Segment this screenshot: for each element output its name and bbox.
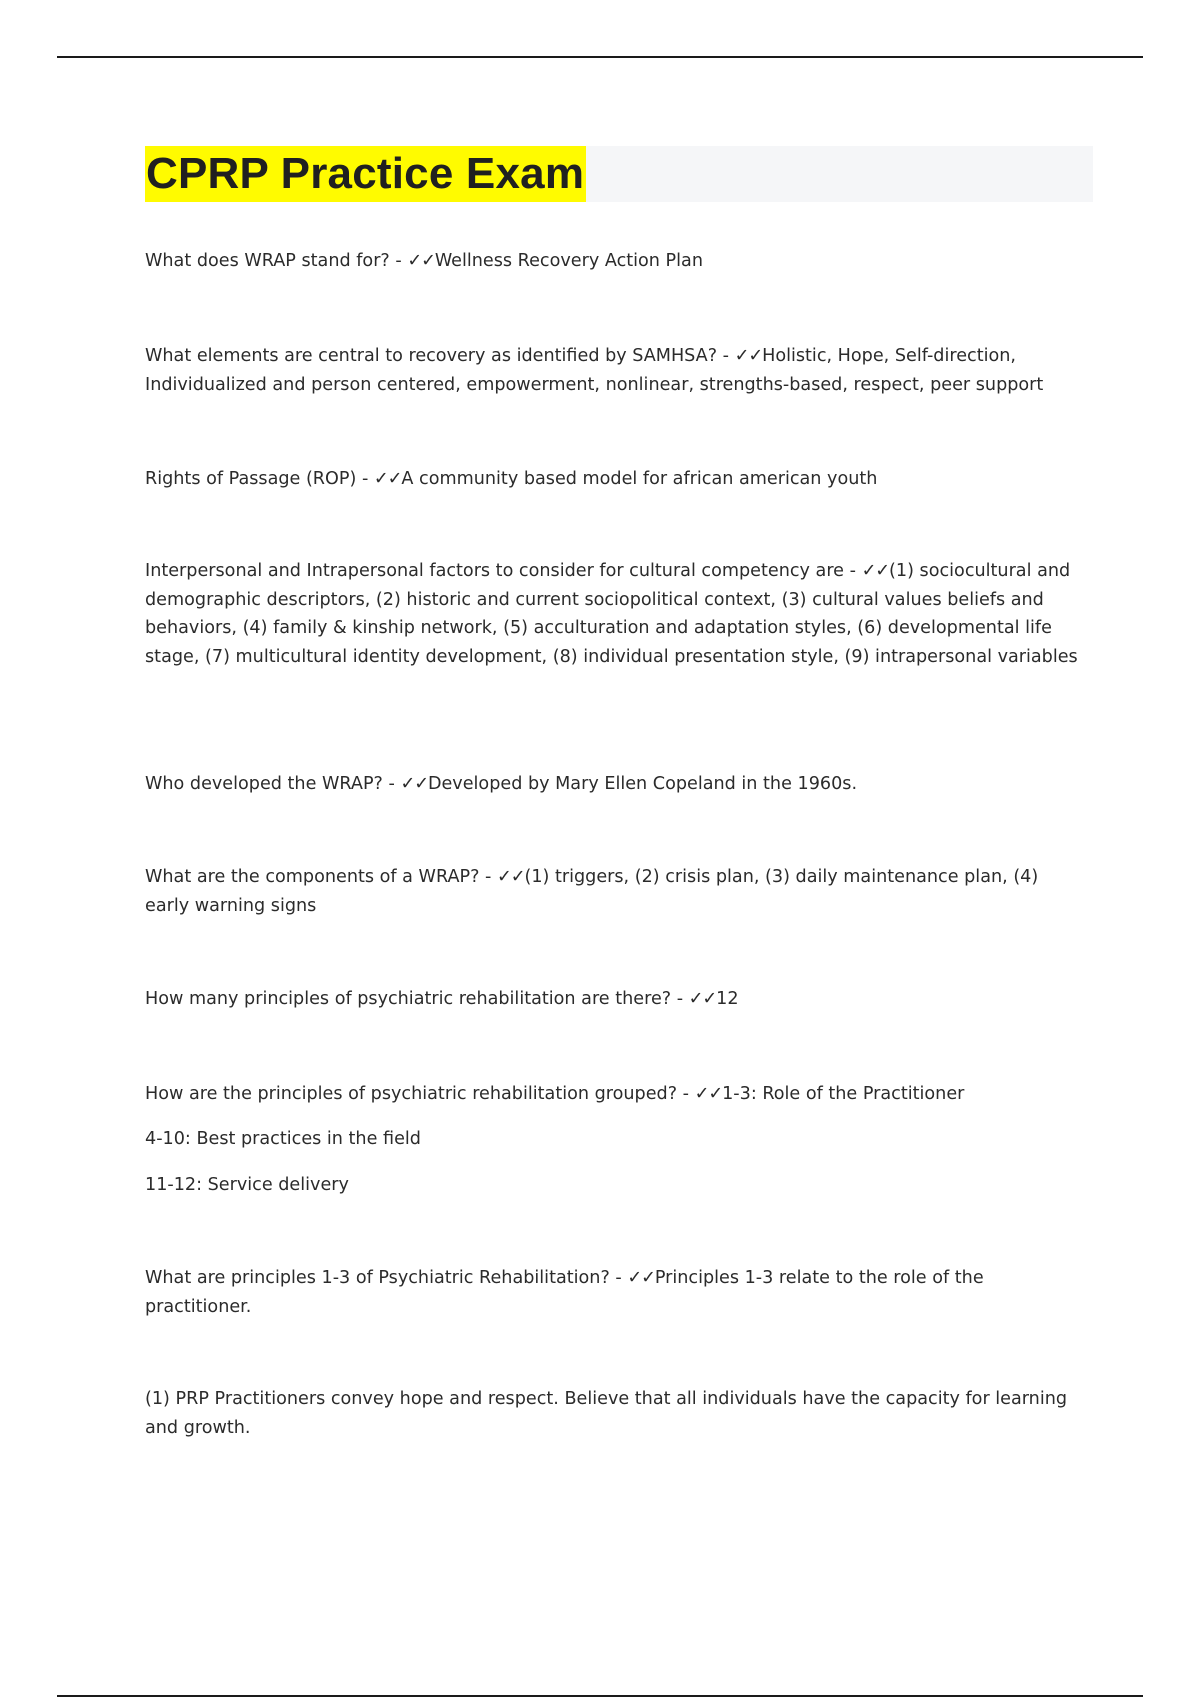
question: Who developed the WRAP? [145, 774, 383, 794]
question: What are principles 1-3 of Psychiatric Rehabilitation? [145, 1268, 610, 1288]
check-icon: ✓✓ [400, 774, 428, 794]
check-icon: ✓✓ [688, 989, 717, 1009]
qa-item-2: What elements are central to recovery as identified by SAMHSA? - ✓✓Holistic, Hope, Self-direction, Individualized and person centered, empowerment, nonlinear, strengths-based, respect, peer support [145, 346, 1044, 395]
qa-item-1: What does WRAP stand for? - ✓✓Wellness Recovery Action Plan [145, 251, 703, 271]
bottom-rule [57, 1695, 1143, 1697]
document-title: CPRP Practice Exam [145, 146, 586, 202]
qa-item-6: What are the components of a WRAP? - ✓✓(1) triggers, (2) crisis plan, (3) daily maintenance plan, (4) early warning signs [145, 867, 1039, 916]
qa-item-4: Interpersonal and Intrapersonal factors to consider for cultural competency are - ✓✓(1) sociocultural and demographic descriptors, (2) historic and current sociopolitical context, (3) cultural values beliefs and behaviors, (4) family & kinship network, (5) acculturation and adaptation styles, (6) developmental life stage, (7) multicultural identity development, (8) individual presentation style, (9) intrapersonal variables [145, 561, 1078, 667]
question: How many principles of psychiatric rehabilitation are there? [145, 989, 672, 1009]
answer: 1-3: Role of the Practitioner [722, 1084, 965, 1104]
question: Rights of Passage (ROP) [145, 469, 357, 489]
check-icon: ✓✓ [496, 867, 525, 887]
qa-item-8-line-3: 11-12: Service delivery [145, 1175, 349, 1195]
check-icon: ✓✓ [373, 469, 402, 489]
check-icon: ✓✓ [694, 1084, 723, 1104]
answer: (1) triggers, (2) crisis plan, (3) daily maintenance plan, (4) early warning signs [145, 867, 1039, 916]
question: How are the principles of psychiatric rehabilitation grouped? [145, 1084, 678, 1104]
check-icon: ✓✓ [734, 346, 763, 366]
question: What elements are central to recovery as identified by SAMHSA? [145, 346, 718, 366]
qa-item-7: How many principles of psychiatric rehabilitation are there? - ✓✓12 [145, 989, 739, 1009]
answer: A community based model for african american youth [401, 469, 878, 489]
question: What are the components of a WRAP? [145, 867, 480, 887]
answer: Holistic, Hope, Self-direction, Individualized and person centered, empowerment, nonlinear, strengths-based, respect, peer support [145, 346, 1044, 395]
answer: Principles 1-3 relate to the role of the practitioner. [145, 1268, 984, 1317]
top-rule [57, 56, 1143, 58]
question: What does WRAP stand for? [145, 251, 390, 271]
qa-item-5: Who developed the WRAP? - ✓✓Developed by Mary Ellen Copeland in the 1960s. [145, 774, 858, 794]
closing-paragraph: (1) PRP Practitioners convey hope and respect. Believe that all individuals have the capacity for learning and growth. [145, 1389, 1068, 1438]
qa-item-3: Rights of Passage (ROP) - ✓✓A community based model for african american youth [145, 469, 878, 489]
qa-item-9: What are principles 1-3 of Psychiatric Rehabilitation? - ✓✓Principles 1-3 relate to the role of the practitioner. [145, 1268, 984, 1317]
qa-item-8: How are the principles of psychiatric rehabilitation grouped? - ✓✓1-3: Role of the Practitioner [145, 1084, 965, 1104]
answer: 12 [716, 989, 739, 1009]
qa-item-8-line-2: 4-10: Best practices in the field [145, 1129, 421, 1149]
answer: (1) sociocultural and demographic descriptors, (2) historic and current sociopolitical context, (3) cultural values beliefs and behaviors, (4) family & kinship network, (5) acculturation and adaptation styles, (6) developmental life stage, (7) multicultural identity development, (8) individual presentation style, (9) intrapersonal variables [145, 561, 1078, 667]
answer: Wellness Recovery Action Plan [434, 251, 703, 271]
question: Interpersonal and Intrapersonal factors to consider for cultural competency are [145, 561, 845, 581]
check-icon: ✓✓ [861, 561, 890, 581]
check-icon: ✓✓ [627, 1268, 655, 1288]
check-icon: ✓✓ [407, 251, 435, 271]
answer: Developed by Mary Ellen Copeland in the 1960s. [427, 774, 858, 794]
